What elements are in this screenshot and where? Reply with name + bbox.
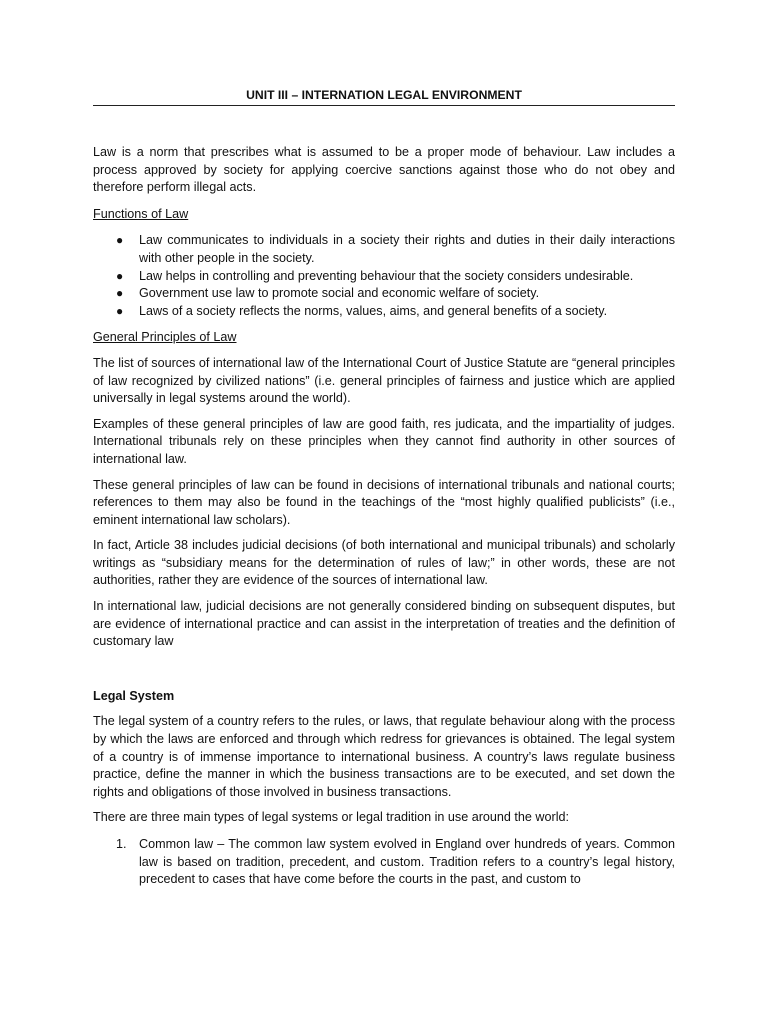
list-number: 1. xyxy=(116,837,127,851)
paragraph: The list of sources of international law of the International Court of Justice Statute are “general principles of law recognized by civilized nations” (i.e. general principles of fairness and justice which are applied universally in legal systems around the world). xyxy=(93,355,675,406)
bullet-icon: ● xyxy=(116,233,124,248)
list-item: ● Government use law to promote social and economic welfare of society. xyxy=(93,285,675,303)
list-item: ● Law communicates to individuals in a society their rights and duties in their daily interactions with other people in the society. xyxy=(116,233,675,265)
paragraph: Examples of these general principles of law are good faith, res judicata, and the impartiality of judges. International tribunals rely on these principles when they cannot find authority in other sources of international law. xyxy=(93,416,675,466)
bullet-icon: ● xyxy=(116,286,124,301)
legal-system-heading: Legal System xyxy=(93,688,175,703)
functions-heading: Functions of Law xyxy=(93,206,189,221)
general-principles-heading: General Principles of Law xyxy=(93,330,237,345)
list-item: 1. Common law – The common law system evolved in England over hundreds of years. Common law is based on tradition, precedent, and custom. Tradition refers to a country’s legal history, precedent to cases that have come before the courts in the past, and custom to xyxy=(116,837,675,887)
bullet-icon: ● xyxy=(116,268,124,283)
paragraph: These general principles of law can be found in decisions of international tribunals and national courts; references to them may also be found in the teachings of the “most highly qualified publicists” (i.e., eminent international law scholars). xyxy=(93,477,675,527)
document-page xyxy=(93,86,675,889)
bullet-icon: ● xyxy=(116,303,124,318)
paragraph: There are three main types of legal systems or legal tradition in use around the world: xyxy=(93,810,570,825)
list-item: ● Law helps in controlling and preventing behaviour that the society considers undesirable. xyxy=(93,268,675,286)
paragraph: In fact, Article 38 includes judicial decisions (of both international and municipal tribunals) and scholarly writings as “subsidiary means for the determination of rules of law;” in other words, these are not authorities, rather they are evidence of the sources of international law. xyxy=(93,538,675,588)
intro-paragraph: Law is a norm that prescribes what is assumed to be a proper mode of behaviour. Law includes a process approved by society for applying coercive sanctions against those who do not obey and therefore perform illegal acts. xyxy=(93,145,675,195)
list-item: ● Laws of a society reflects the norms, values, aims, and general benefits of a society. xyxy=(93,303,675,321)
functions-list xyxy=(93,232,675,320)
paragraph: The legal system of a country refers to the rules, or laws, that regulate behaviour along with the process by which the laws are enforced and through which redress for grievances is obtained. The legal system of a country is of immense importance to international business. A country’s laws regulate business practice, define the manner in which the business transactions are to be executed, and set down the rights and obligations of those involved in business transactions. xyxy=(93,714,675,799)
paragraph: In international law, judicial decisions are not generally considered binding on subsequent disputes, but are evidence of international practice and can assist in the interpretation of treaties and the definition of customary law xyxy=(93,599,675,649)
legal-systems-list xyxy=(93,836,675,889)
page-title: UNIT III – INTERNATION LEGAL ENVIRONMENT xyxy=(93,86,675,106)
